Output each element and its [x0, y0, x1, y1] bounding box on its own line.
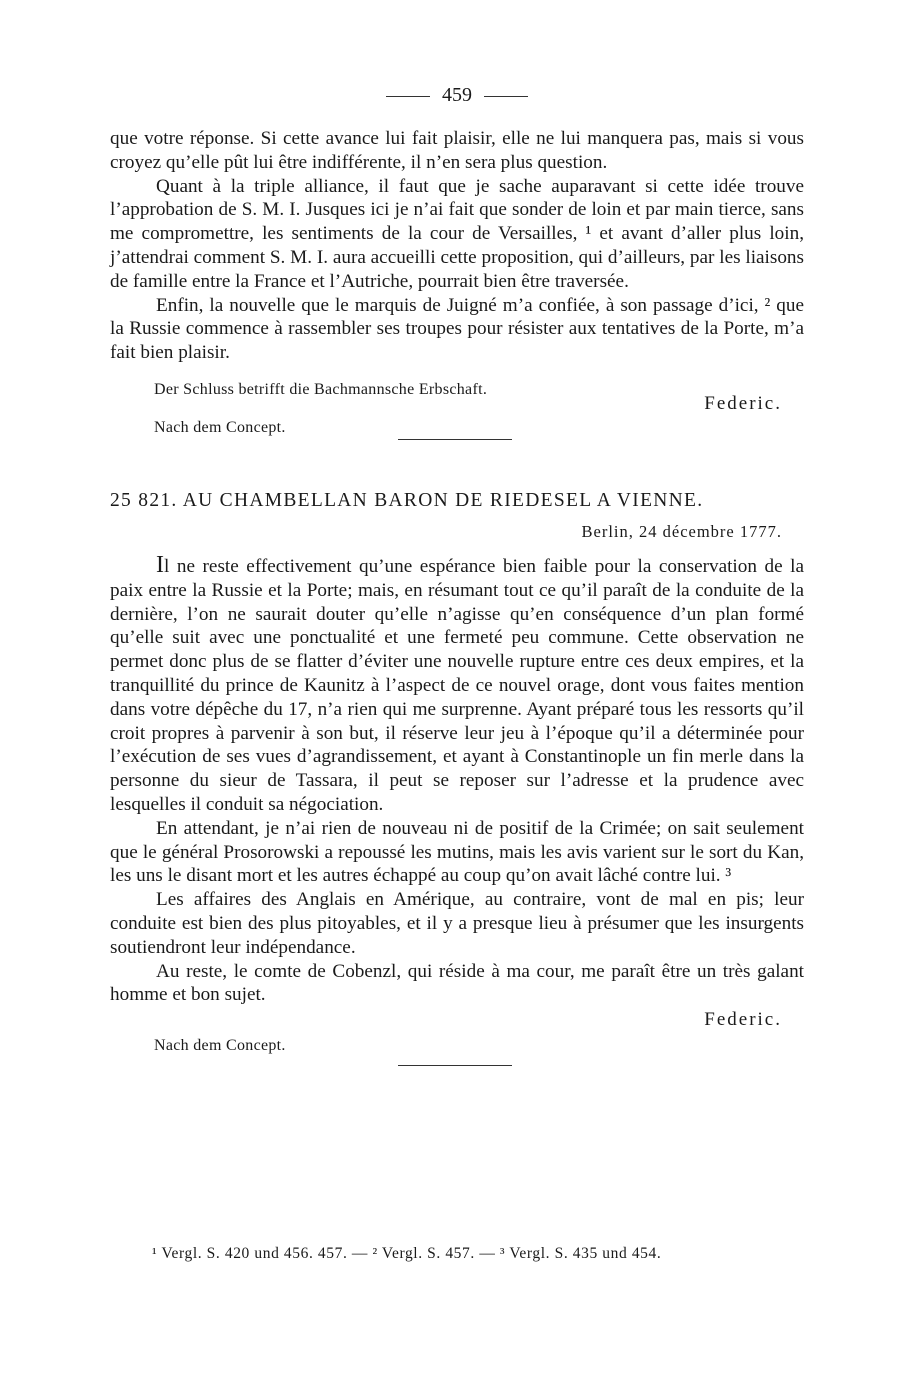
letter2-paragraph-2: En attendant, je n’ai rien de nouveau ni de positif de la Crimée; on sait seulement que le général Prosorowski a repoussé les mutins, mais les avis varient sur le sort du Kan, les uns le disant mort et les autres échappé au coup qu’on avait lâché contre lui. ³	[110, 817, 804, 887]
letter1-signature: Federic.	[704, 392, 782, 414]
section-divider-1	[398, 439, 512, 440]
letter2-paragraph-1: Il ne reste effectivement qu’une espérance bien faible pour la conservation de la paix entre la Russie et la Porte; mais, en résumant tout ce qu’il paraît de la conduite de la dernière, l’on ne saurait douter qu’elle n’agisse qu’en conséquence d’un plan formé qu’elle suit avec une ponctualité et une fermeté peu commune. Cette observation ne permet donc plus de se flatter d’éviter une nouvelle rupture entre ces deux empires, et la tranquillité du prince de Kaunitz à l’aspect de ce nouvel orage, dont vous faites mention dans votre dépêche du 17, n’a rien qui me surprenne. Ayant préparé tous les ressorts qu’il croit propres à parvenir à son but, il réserve leur jeu à l’époque qu’il a déterminée pour l’exécution de ses vues d’agrandissement, et ayant à Constantinople un fin merle dans la personne du sieur de Tassara, il peut se reposer sur l’adresse et la prudence avec lesquelles il conduit sa négociation.	[110, 551, 804, 815]
letter1-source: Nach dem Concept.	[154, 418, 286, 436]
letter1-paragraph-3: Enfin, la nouvelle que le marquis de Juigné m’a confiée, à son passage d’ici, ² que la Russie commence à rassembler ses troupes pour résister aux tentatives de la Porte, m’a fait bien plaisir.	[110, 294, 804, 364]
letter1-closing	[110, 379, 804, 439]
page-header	[110, 84, 804, 107]
letter1-note: Der Schluss betrifft die Bachmannsche Erbschaft.	[154, 380, 488, 398]
letter2-paragraph-3: Les affaires des Anglais en Amérique, au contraire, vont de mal en pis; leur conduite est bien des plus pitoyables, et il y a presque lieu à présumer que les insurgents soutiendront leur indépendance.	[110, 889, 804, 958]
section-divider-2	[398, 1065, 512, 1066]
letter2-signature: Federic.	[704, 1009, 782, 1031]
letter1-paragraph-1: que votre réponse. Si cette avance lui fait plaisir, elle ne lui manquera pas, mais si vous croyez qu’elle pût lui être indifférente, il n’en sera plus question.	[110, 128, 804, 173]
letter1-paragraph-2: Quant à la triple alliance, il faut que je sache auparavant si cette idée trouve l’approbation de S. M. I. Jusques ici je n’ai fait que sonder de loin et par main tierce, sans me compromettre, les sentiments de la cour de Versailles, ¹ et avant d’aller plus loin, j’attendrai comment S. M. I. aura accueilli cette proposition, qui d’ailleurs, par les liaisons de famille entre la France et l’Autriche, pourrait bien être traversée.	[110, 175, 804, 292]
letter2-paragraph-4: Au reste, le comte de Cobenzl, qui réside à ma cour, me paraît être un très galant homme et bon sujet.	[110, 960, 804, 1006]
letter2-closing	[110, 1009, 804, 1065]
letter2-title: 25 821. AU CHAMBELLAN BARON DE RIEDESEL A VIENNE.	[110, 489, 704, 511]
header-dash-right	[484, 96, 528, 97]
letter2-source: Nach dem Concept.	[154, 1037, 286, 1055]
letter2-place-date: Berlin, 24 décembre 1777.	[581, 521, 782, 541]
page-body	[110, 84, 804, 1066]
header-dash-left	[386, 96, 430, 97]
page-number: 459	[442, 84, 472, 106]
footnotes: ¹ Vergl. S. 420 und 456. 457. — ² Vergl. S. 457. — ³ Vergl. S. 435 und 454.	[152, 1245, 662, 1262]
